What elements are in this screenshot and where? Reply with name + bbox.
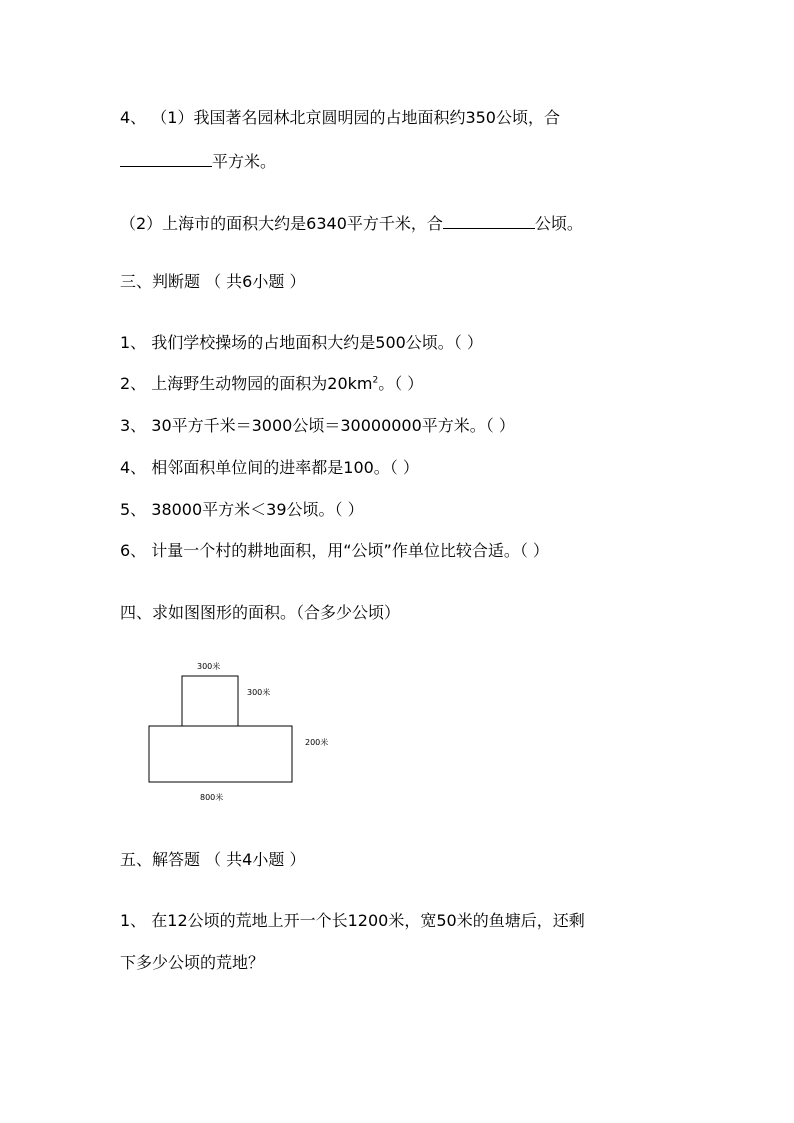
q4-part2-suffix: 公顷。 <box>534 214 583 233</box>
area-figure <box>140 656 350 806</box>
section3-item-2-text: 2、 上海野生动物园的面积为20km <box>120 374 373 393</box>
q4-part1-suffix: 平方米。 <box>212 152 277 171</box>
q4-part1-text: 4、 （1）我国著名园林北京圆明园的占地面积约350公顷，合 <box>120 108 560 127</box>
q4-part1-line2 <box>120 150 276 172</box>
section5-q1-line1: 1、 在12公顷的荒地上开一个长1200米，宽50米的鱼塘后，还剩 <box>120 911 585 930</box>
section3-item-1: 1、 我们学校操场的占地面积大约是500公顷。（ ） <box>120 333 483 352</box>
section3-title: 三、判断题 （ 共6小题 ） <box>120 272 306 291</box>
q4-part2-line <box>120 212 583 234</box>
label-top-width: 300米 <box>197 662 221 671</box>
section3-item-6: 6、 计量一个村的耕地面积，用“公顷”作单位比较合适。（ ） <box>120 541 549 560</box>
label-bottom-height: 200米 <box>305 738 329 747</box>
section5-q1-line2: 下多少公顷的荒地？ <box>120 953 265 972</box>
q4-part2-text: （2）上海市的面积大约是6340平方千米，合 <box>120 214 443 233</box>
figure-diagram <box>140 656 350 806</box>
q4-part2-blank[interactable] <box>443 212 535 229</box>
section5-title: 五、解答题 （ 共4小题 ） <box>120 850 306 869</box>
label-top-height: 300米 <box>247 688 271 697</box>
section4-title: 四、求如图图形的面积。（合多少公顷） <box>120 603 401 622</box>
section3-item-4: 4、 相邻面积单位间的进率都是100。（ ） <box>120 458 419 477</box>
section3-item-5: 5、 38000平方米＜39公顷。（ ） <box>120 500 364 519</box>
section3-item-2 <box>120 374 423 394</box>
figure-bottom-rect <box>149 726 292 782</box>
q4-part1-blank[interactable] <box>120 150 212 167</box>
section3-item-2-suffix: 。（ ） <box>378 374 424 393</box>
section3-item-2-sup: 2 <box>372 375 379 386</box>
q4-part1-line1 <box>120 108 560 128</box>
section3-item-3: 3、 30平方千米＝3000公顷＝30000000平方米。（ ） <box>120 416 515 435</box>
figure-top-square <box>182 676 238 726</box>
label-bottom-width: 800米 <box>200 793 224 802</box>
